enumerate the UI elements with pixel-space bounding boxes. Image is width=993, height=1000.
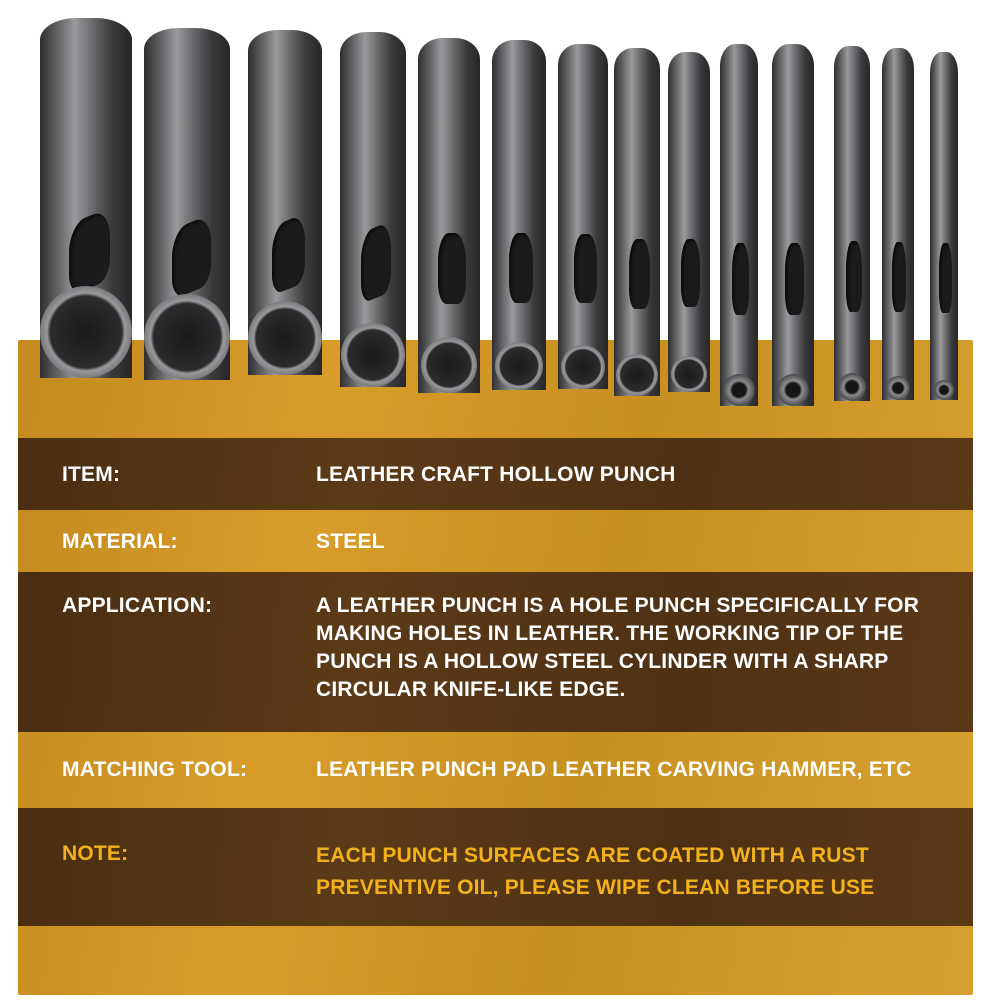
hollow-punch: [144, 28, 230, 380]
punch-slot: [629, 239, 650, 309]
hollow-punch: [720, 44, 758, 406]
note-label: NOTE:: [62, 842, 129, 865]
punch-tip: [777, 374, 809, 406]
punch-opening: [671, 356, 707, 392]
hollow-punch: [418, 38, 480, 393]
punch-shaft: [882, 48, 914, 400]
punch-opening: [144, 294, 230, 380]
note-value: EACH PUNCH SURFACES ARE COATED WITH A RUST PREVENTIVE OIL, PLEASE WIPE CLEAN BEFORE USE: [316, 844, 875, 899]
hollow-punch: [882, 48, 914, 400]
punch-shaft: [492, 40, 546, 390]
punch-opening: [561, 345, 605, 389]
punch-shaft: [558, 44, 608, 389]
punch-slot: [732, 243, 749, 315]
item-label: ITEM:: [62, 463, 121, 486]
punch-tip: [934, 380, 954, 400]
hollow-punch: [492, 40, 546, 390]
hollow-punch: [558, 44, 608, 389]
punch-opening: [495, 342, 543, 390]
hollow-punch: [668, 52, 710, 392]
punch-opening: [616, 354, 658, 396]
punch-slot: [681, 239, 700, 307]
punch-shaft: [720, 44, 758, 406]
material-label: MATERIAL:: [62, 530, 178, 553]
matching-tool-label: MATCHING TOOL:: [62, 758, 248, 781]
punch-shaft: [614, 48, 660, 396]
hollow-punch: [930, 52, 958, 400]
punch-opening: [341, 323, 405, 387]
application-value: A LEATHER PUNCH IS A HOLE PUNCH SPECIFICALLY FOR MAKING HOLES IN LEATHER. THE WORKING TIP OF THE PUNCH IS A HOLLOW STEEL CYLINDER WITH A SHARP CIRCULAR KNIFE-LIKE EDGE.: [316, 594, 920, 701]
material-value: STEEL: [316, 530, 385, 553]
punch-shaft: [668, 52, 710, 392]
hollow-punch: [834, 46, 870, 401]
punch-tip: [886, 376, 910, 400]
punch-slot: [939, 243, 952, 313]
punch-slot: [785, 243, 804, 315]
application-label: APPLICATION:: [62, 594, 213, 617]
punch-tip: [838, 373, 866, 401]
punch-shaft: [772, 44, 814, 406]
punch-slot: [509, 233, 533, 303]
punch-shaft: [834, 46, 870, 401]
punch-opening: [421, 337, 477, 393]
punch-tip: [723, 374, 755, 406]
hollow-punch: [772, 44, 814, 406]
punch-opening: [40, 286, 132, 378]
punch-slot: [892, 242, 906, 312]
punch-shaft: [930, 52, 958, 400]
hollow-punch: [614, 48, 660, 396]
matching-tool-value: LEATHER PUNCH PAD LEATHER CARVING HAMMER, ETC: [316, 758, 912, 781]
hollow-punch: [40, 18, 132, 378]
punch-slot: [438, 233, 466, 304]
punch-opening: [248, 301, 322, 375]
item-value: LEATHER CRAFT HOLLOW PUNCH: [316, 463, 676, 486]
punch-slot: [574, 234, 597, 303]
hollow-punch: [248, 30, 322, 375]
punch-slot: [846, 241, 862, 312]
hollow-punch: [340, 32, 406, 387]
